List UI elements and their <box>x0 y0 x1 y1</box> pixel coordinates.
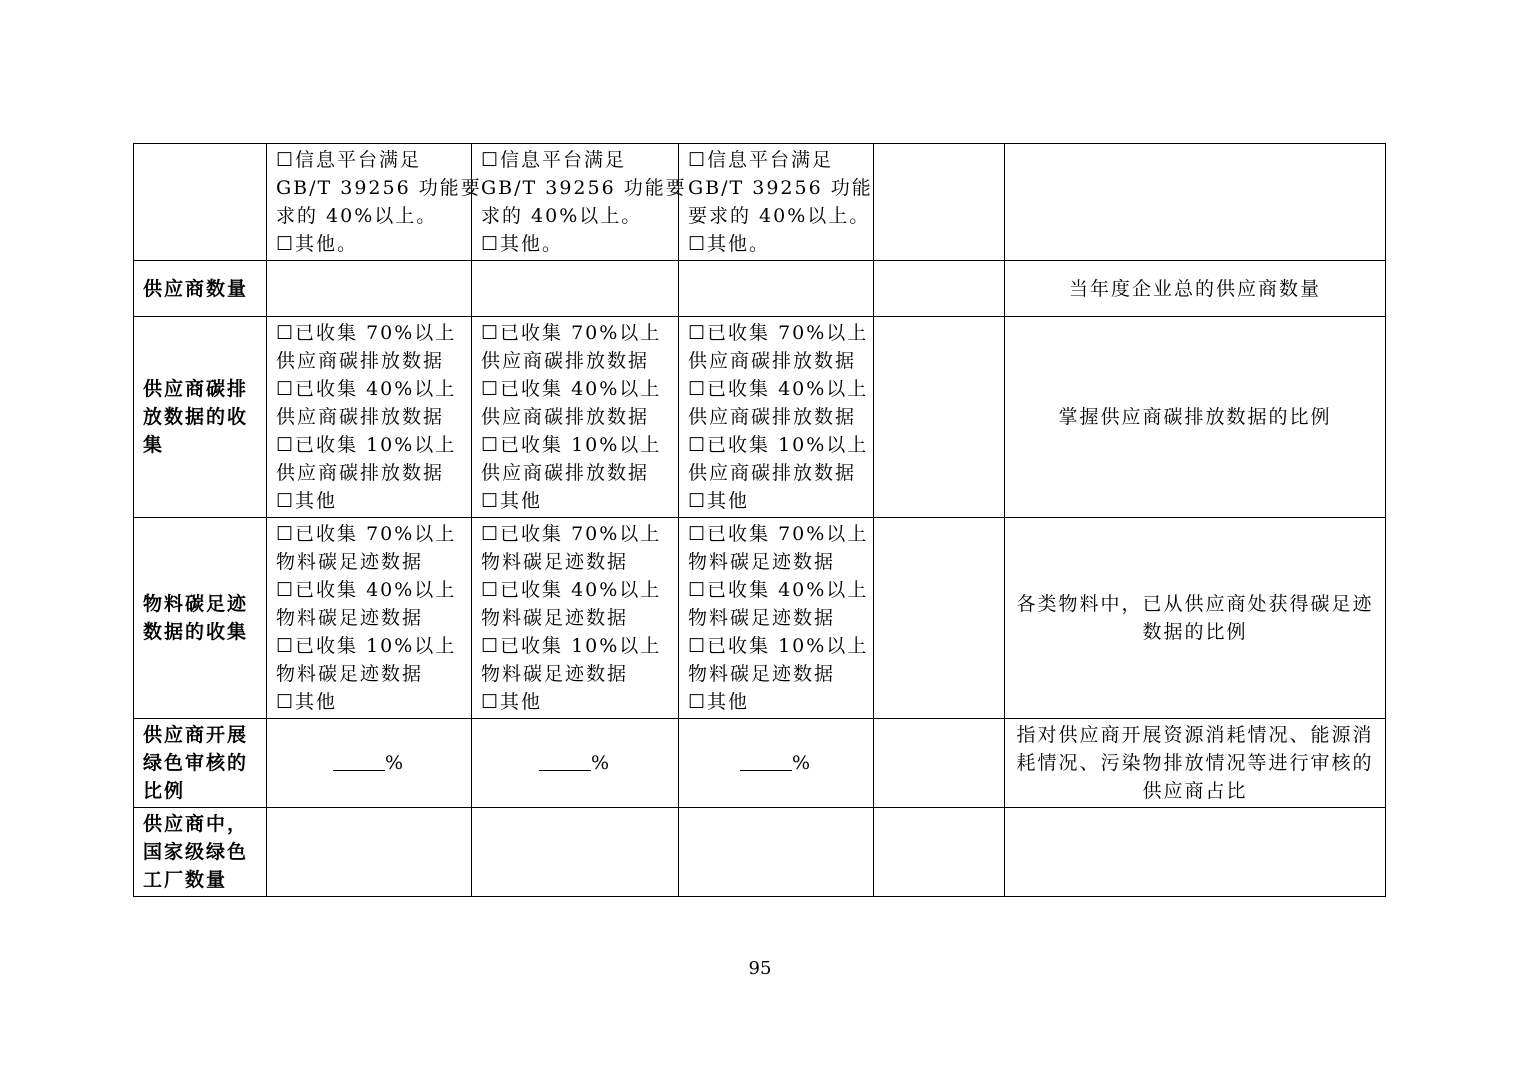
option-cell <box>472 144 687 261</box>
empty-cell <box>874 808 1005 897</box>
empty-cell <box>679 808 874 897</box>
option-line: 物料碳足迹数据 <box>688 663 836 685</box>
empty-cell <box>874 144 1005 261</box>
option-cell <box>472 317 679 518</box>
table-row <box>134 261 1386 317</box>
percent-sign: % <box>791 752 813 774</box>
row-label: 供应商中，国家级绿色工厂数量 <box>134 808 267 897</box>
option-line: 物料碳足迹数据 <box>688 551 836 573</box>
row-label: 供应商开展绿色审核的比例 <box>134 719 267 808</box>
row-note <box>1005 808 1386 897</box>
option-line: 供应商碳排放数据 <box>481 350 650 372</box>
option-line: ☐已收集 10%以上 <box>481 635 662 657</box>
option-line: GB/T 39256 功能要 <box>481 177 687 199</box>
table-row <box>134 518 1386 719</box>
table-row <box>134 808 1386 897</box>
empty-cell <box>874 719 1005 808</box>
page-number: 95 <box>748 958 772 979</box>
option-line: ☐信息平台满足 <box>481 149 627 171</box>
option-line: ☐其他 <box>276 691 338 713</box>
row-note <box>1005 144 1386 261</box>
row-note: 各类物料中，已从供应商处获得碳足迹数据的比例 <box>1005 518 1386 719</box>
percent-sign: % <box>384 752 406 774</box>
empty-cell <box>472 261 679 317</box>
option-line: ☐已收集 70%以上 <box>688 322 869 344</box>
option-line: 供应商碳排放数据 <box>276 462 445 484</box>
option-line: 物料碳足迹数据 <box>276 551 424 573</box>
option-line: 供应商碳排放数据 <box>688 350 857 372</box>
option-line: ☐已收集 10%以上 <box>276 434 457 456</box>
option-cell <box>679 518 874 719</box>
option-cell <box>679 317 874 518</box>
option-line: ☐已收集 10%以上 <box>481 434 662 456</box>
row-note: 当年度企业总的供应商数量 <box>1005 261 1386 317</box>
option-line: 供应商碳排放数据 <box>276 350 445 372</box>
option-line: 物料碳足迹数据 <box>481 663 629 685</box>
option-line: ☐信息平台满足 <box>276 149 422 171</box>
option-line: ☐其他。 <box>276 233 359 255</box>
percent-cell <box>472 719 679 808</box>
option-line: ☐已收集 10%以上 <box>688 434 869 456</box>
percent-cell <box>267 719 472 808</box>
row-note: 指对供应商开展资源消耗情况、能源消耗情况、污染物排放情况等进行审核的供应商占比 <box>1005 719 1386 808</box>
table-row <box>134 144 1386 261</box>
option-line: GB/T 39256 功能要 <box>276 177 482 199</box>
empty-cell <box>679 261 874 317</box>
option-line: ☐已收集 40%以上 <box>276 579 457 601</box>
option-line: ☐信息平台满足 <box>688 149 834 171</box>
row-label: 供应商数量 <box>134 261 267 317</box>
option-line: ☐已收集 70%以上 <box>481 322 662 344</box>
blank-line <box>539 750 591 771</box>
option-line: 物料碳足迹数据 <box>276 607 424 629</box>
option-line: ☐其他 <box>688 490 750 512</box>
option-cell <box>267 317 472 518</box>
option-line: ☐已收集 40%以上 <box>481 579 662 601</box>
empty-cell <box>267 261 472 317</box>
option-cell <box>267 518 472 719</box>
option-line: ☐已收集 70%以上 <box>688 523 869 545</box>
empty-cell <box>874 317 1005 518</box>
option-line: ☐已收集 40%以上 <box>276 378 457 400</box>
option-line: 要求的 40%以上。 <box>688 205 871 227</box>
percent-sign: % <box>590 752 612 774</box>
row-label: 供应商碳排放数据的收集 <box>134 317 267 518</box>
row-label <box>134 144 267 261</box>
option-cell <box>679 144 874 261</box>
option-line: 供应商碳排放数据 <box>688 406 857 428</box>
option-line: 物料碳足迹数据 <box>688 607 836 629</box>
empty-cell <box>874 261 1005 317</box>
percent-cell <box>679 719 874 808</box>
option-cell <box>267 144 482 261</box>
option-line: 求的 40%以上。 <box>481 205 643 227</box>
option-line: ☐已收集 40%以上 <box>688 378 869 400</box>
option-line: ☐已收集 10%以上 <box>276 635 457 657</box>
option-line: ☐其他 <box>688 691 750 713</box>
empty-cell <box>472 808 679 897</box>
option-line: 求的 40%以上。 <box>276 205 438 227</box>
option-line: ☐已收集 70%以上 <box>276 523 457 545</box>
blank-line <box>740 750 792 771</box>
option-line: 供应商碳排放数据 <box>276 406 445 428</box>
option-line: 供应商碳排放数据 <box>688 462 857 484</box>
option-line: 物料碳足迹数据 <box>481 551 629 573</box>
row-label: 物料碳足迹数据的收集 <box>134 518 267 719</box>
indicator-table <box>133 143 1386 897</box>
option-line: 物料碳足迹数据 <box>276 663 424 685</box>
empty-cell <box>874 518 1005 719</box>
option-line: ☐已收集 10%以上 <box>688 635 869 657</box>
option-line: ☐其他。 <box>688 233 771 255</box>
option-line: ☐其他。 <box>481 233 564 255</box>
option-line: ☐已收集 40%以上 <box>481 378 662 400</box>
blank-line <box>333 750 385 771</box>
option-line: GB/T 39256 功能 <box>688 177 873 199</box>
option-line: ☐其他 <box>481 490 543 512</box>
option-line: ☐已收集 70%以上 <box>481 523 662 545</box>
empty-cell <box>267 808 472 897</box>
table-row <box>134 317 1386 518</box>
option-line: 供应商碳排放数据 <box>481 406 650 428</box>
option-line: ☐其他 <box>276 490 338 512</box>
option-line: 物料碳足迹数据 <box>481 607 629 629</box>
option-cell <box>472 518 679 719</box>
option-line: ☐已收集 40%以上 <box>688 579 869 601</box>
table-row <box>134 719 1386 808</box>
row-note: 掌握供应商碳排放数据的比例 <box>1005 317 1386 518</box>
option-line: ☐其他 <box>481 691 543 713</box>
option-line: ☐已收集 70%以上 <box>276 322 457 344</box>
option-line: 供应商碳排放数据 <box>481 462 650 484</box>
